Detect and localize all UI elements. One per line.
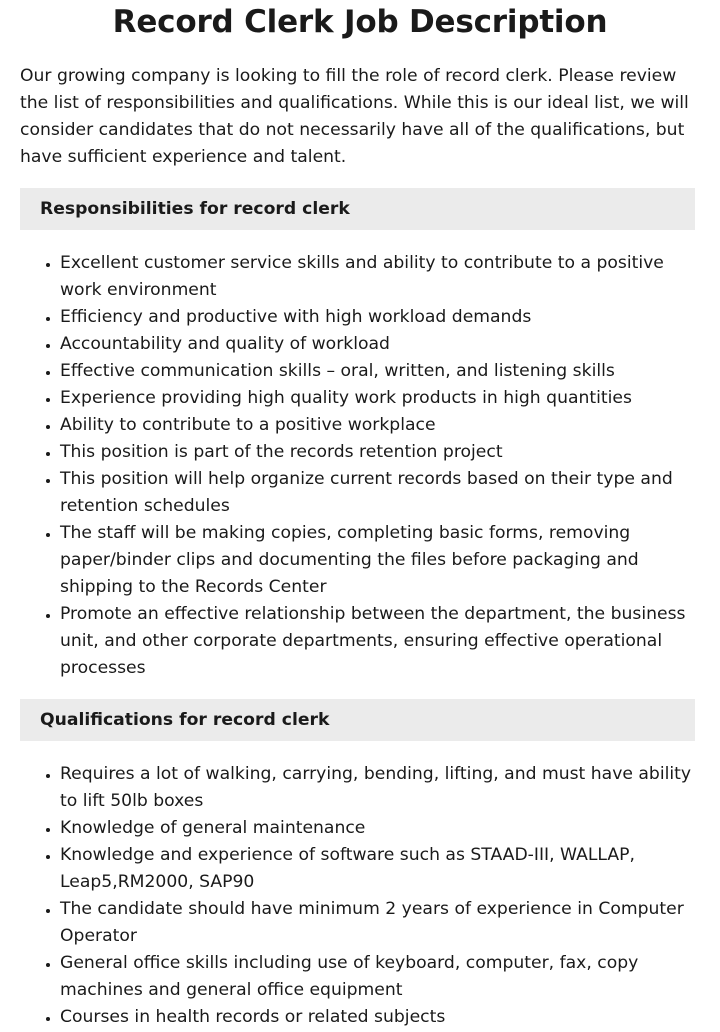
list-item: • Effective communication skills – oral, written, and listening skills (60, 358, 700, 385)
list-item: • This position will help organize current records based on their type and retention schedules (60, 466, 700, 520)
responsibilities-heading: Responsibilities for record clerk (20, 188, 695, 230)
list-item: • Excellent customer service skills and ability to contribute to a positive work environment (60, 250, 700, 304)
page-title: Record Clerk Job Description (112, 4, 608, 40)
list-item: • The candidate should have minimum 2 years of experience in Computer Operator (60, 896, 700, 950)
list-item: • Efficiency and productive with high workload demands (60, 304, 700, 331)
list-item: • This position is part of the records retention project (60, 439, 700, 466)
list-item: • Experience providing high quality work products in high quantities (60, 385, 700, 412)
qualifications-heading: Qualifications for record clerk (20, 699, 695, 741)
list-item: • Knowledge and experience of software such as STAAD-III, WALLAP, Leap5,RM2000, SAP90 (60, 842, 700, 896)
list-item: • Knowledge of general maintenance (60, 815, 700, 842)
list-item: • Ability to contribute to a positive workplace (60, 412, 700, 439)
list-item: • Accountability and quality of workload (60, 331, 700, 358)
list-item: • General office skills including use of keyboard, computer, fax, copy machines and general office equipment (60, 950, 700, 1004)
responsibilities-list (0, 250, 700, 682)
intro-paragraph: Our growing company is looking to fill the role of record clerk. Please review the list of responsibilities and qualifications. While this is our ideal list, we will consider candidates that do not necessarily have all of the qualifications, but have sufficient experience and talent. (20, 66, 689, 167)
list-item: • Courses in health records or related subjects (60, 1004, 700, 1031)
list-item: • The staff will be making copies, completing basic forms, removing paper/binder clips and documenting the files before packaging and shipping to the Records Center (60, 520, 700, 601)
list-item: • Requires a lot of walking, carrying, bending, lifting, and must have ability to lift 50lb boxes (60, 761, 700, 815)
list-item: • Promote an effective relationship between the department, the business unit, and other corporate departments, ensuring effective operational processes (60, 601, 700, 682)
qualifications-list (0, 761, 700, 1031)
